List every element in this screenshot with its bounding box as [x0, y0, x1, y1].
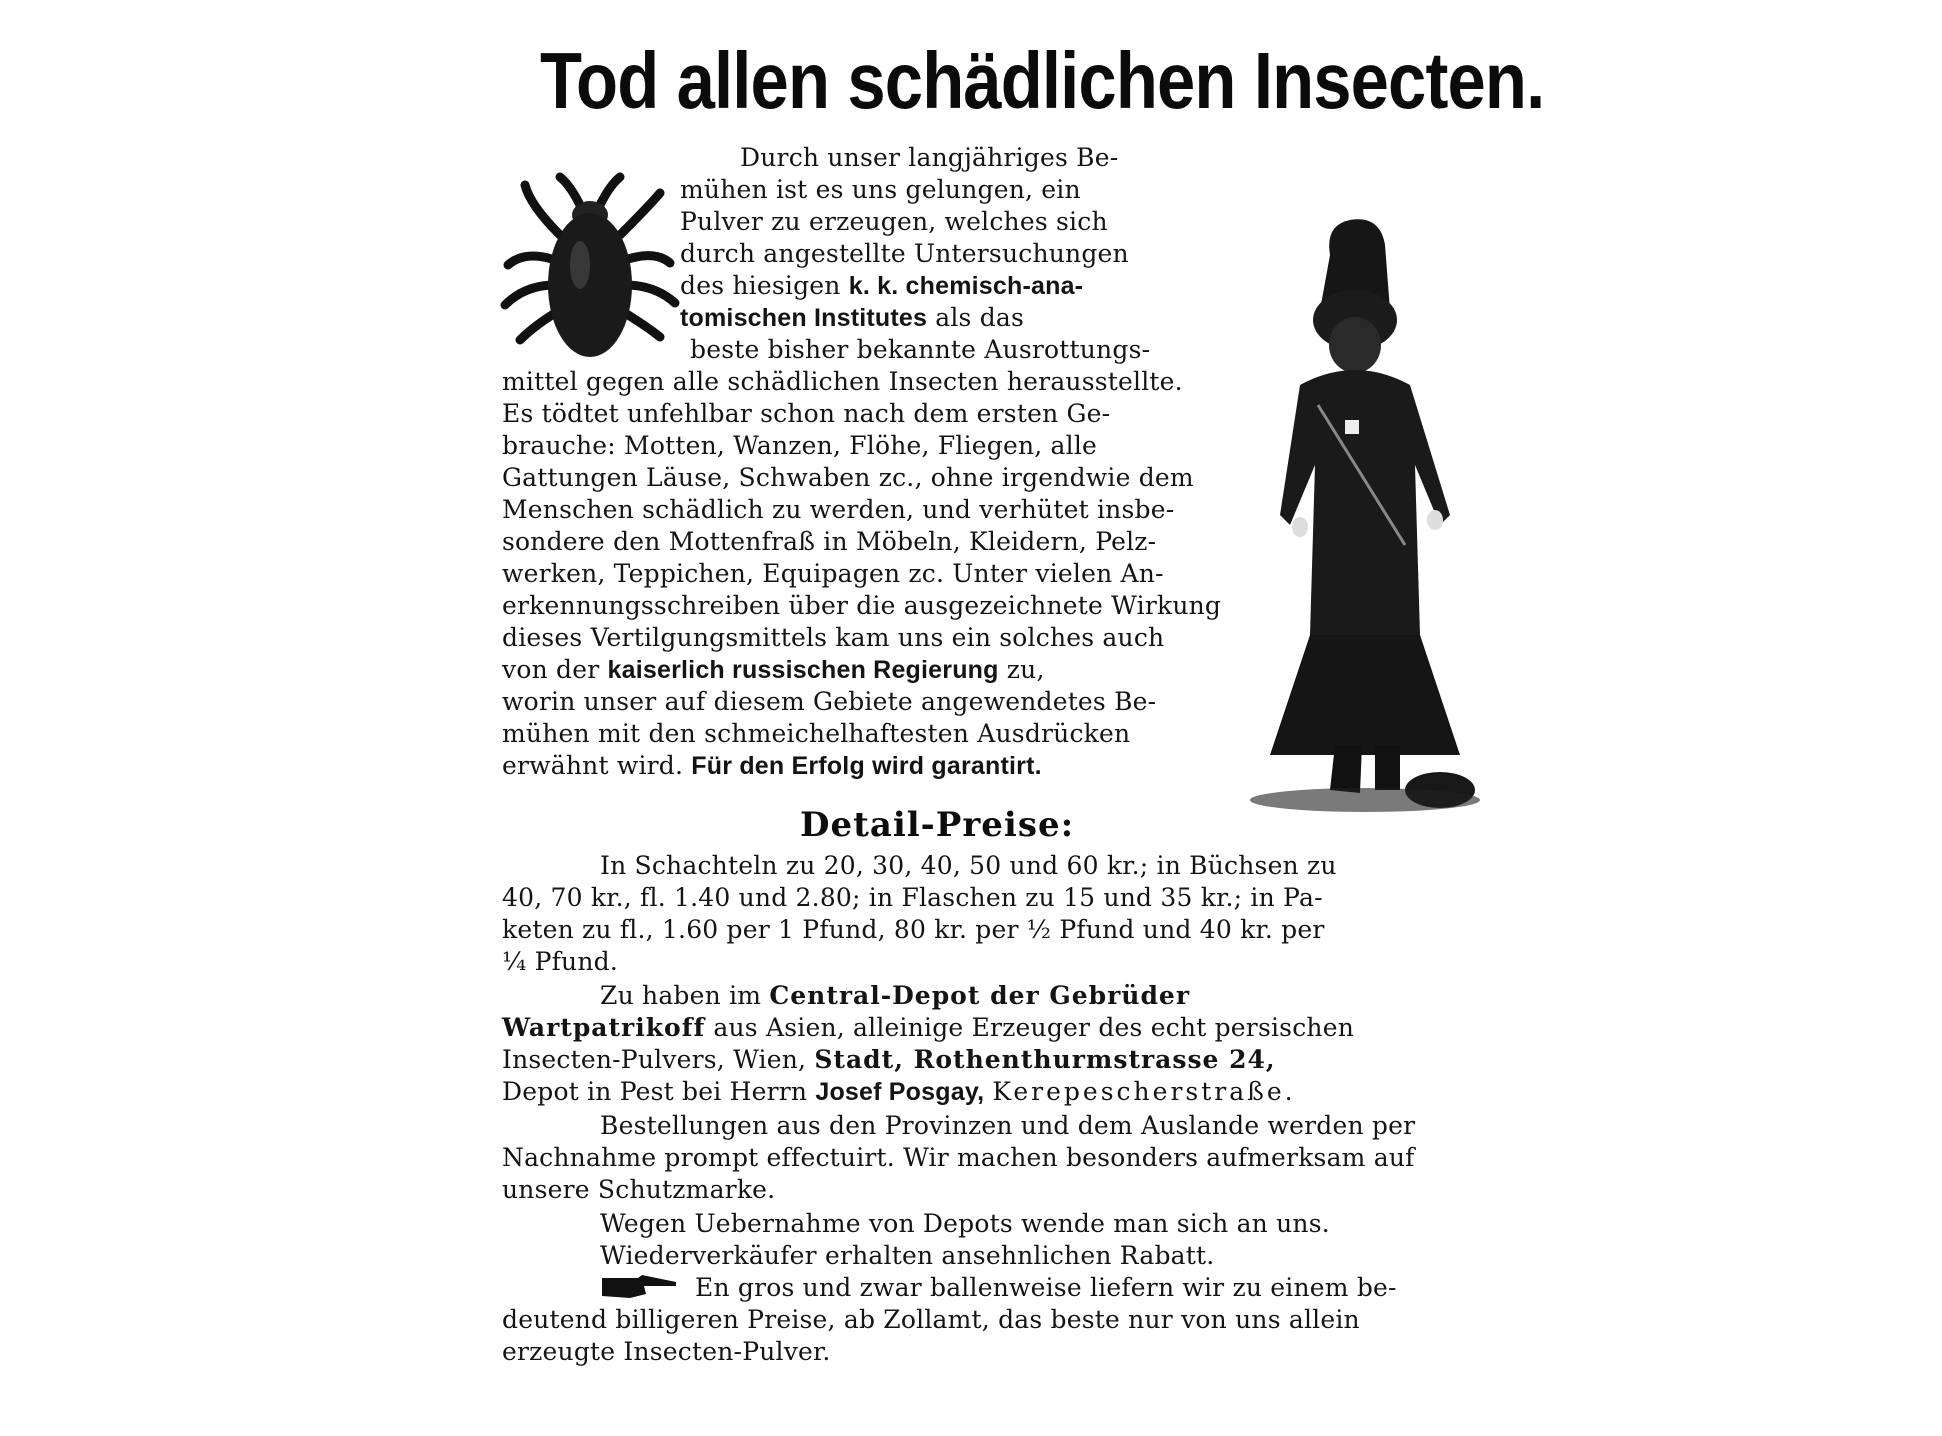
depot-bold: Central-Depot der Gebrüder [769, 981, 1191, 1010]
russia-bold: kaiserlich russischen Regierung [607, 656, 999, 684]
price-line: keten zu fl., 1.60 per 1 Pfund, 80 kr. per ½ Pfund und 40 kr. per [502, 915, 1325, 944]
body-line: sondere den Mottenfraß in Möbeln, Kleidern, Pelz- [502, 527, 1157, 556]
pointing-hand-icon [600, 1272, 680, 1300]
guarantee-pre: erwähnt wird. [502, 751, 684, 780]
russia-post: zu, [1006, 655, 1045, 684]
body-line: beste bisher bekannte Ausrottungs- [690, 335, 1151, 364]
body-line: brauche: Motten, Wanzen, Flöhe, Fliegen, alle [502, 431, 1098, 460]
intro-line: durch angestellte Untersuchungen [680, 239, 1129, 268]
institute-pre: des hiesigen [680, 271, 841, 300]
institute-post: als das [935, 303, 1025, 332]
depot-line-2 [502, 1012, 1354, 1044]
orders-line: Bestellungen aus den Provinzen und dem Auslande werden per [600, 1111, 1416, 1140]
man-in-fur-coat-illustration-icon [1240, 215, 1490, 815]
body-line: dieses Vertilgungsmittels kam uns ein solches auch [502, 623, 1165, 652]
depot-pre: Zu haben im [600, 981, 762, 1010]
intro-line: mühen ist es uns gelungen, ein [680, 175, 1081, 204]
price-line: In Schachteln zu 20, 30, 40, 50 und 60 kr.; in Büchsen zu [600, 851, 1337, 880]
body-line: werken, Teppichen, Equipagen zc. Unter vielen An- [502, 559, 1164, 588]
orders-line: Nachnahme prompt effectuirt. Wir machen besonders aufmerksam auf [502, 1143, 1415, 1172]
prices-heading: Detail-Preise: [800, 805, 1075, 845]
headline: Tod allen schädlichen Insecten. [540, 36, 1545, 125]
orders-line: unsere Schutzmarke. [502, 1175, 776, 1204]
body-line: Gattungen Läuse, Schwaben zc., ohne irgendwie dem [502, 463, 1194, 492]
russia-pre: von der [502, 655, 600, 684]
body-line: mittel gegen alle schädlichen Insecten herausstellte. [502, 367, 1183, 396]
depot-line-3 [502, 1044, 1276, 1076]
body-line: mühen mit den schmeichelhaftesten Ausdrücken [502, 719, 1131, 748]
body-line: Menschen schädlich zu werden, und verhütet insbe- [502, 495, 1175, 524]
price-line: ¼ Pfund. [502, 947, 619, 976]
intro-line: Pulver zu erzeugen, welches sich [680, 207, 1108, 236]
pest-pre: Depot in Pest bei Herrn [502, 1077, 808, 1106]
depot-line-1 [600, 980, 1190, 1012]
depot-line2-post: aus Asien, alleinige Erzeuger des echt persischen [713, 1013, 1355, 1042]
institute-bold-1: k. k. chemisch-ana- [848, 272, 1084, 300]
price-line: 40, 70 kr., fl. 1.40 und 2.80; in Flaschen zu 15 und 35 kr.; in Pa- [502, 883, 1323, 912]
engros-line: deutend billigeren Preise, ab Zollamt, das beste nur von uns allein [502, 1305, 1360, 1334]
pest-post: Kerepescherstraße. [992, 1077, 1296, 1106]
resellers-line: Wiederverkäufer erhalten ansehnlichen Rabatt. [600, 1241, 1215, 1270]
guarantee-bold: Für den Erfolg wird garantirt. [691, 752, 1042, 780]
depot-address: Stadt, Rothenthurmstrasse 24, [814, 1045, 1276, 1074]
pest-name: Josef Posgay, [815, 1078, 985, 1106]
advertisement [500, 25, 1545, 1385]
institute-bold-2: tomischen Institutes [680, 304, 928, 332]
depot-name: Wartpatrikoff [502, 1013, 706, 1042]
pest-line [502, 1076, 1296, 1108]
body-line: worin unser auf diesem Gebiete angewendetes Be- [502, 687, 1157, 716]
depots-line: Wegen Uebernahme von Depots wende man sich an uns. [600, 1209, 1330, 1238]
engros-line: erzeugte Insecten-Pulver. [502, 1337, 831, 1366]
depot-line3-pre: Insecten-Pulvers, Wien, [502, 1045, 807, 1074]
insect-illustration-icon [500, 165, 680, 365]
engros-line: En gros und zwar ballenweise liefern wir zu einem be- [695, 1273, 1397, 1302]
russia-line [502, 654, 1045, 686]
body-line: erkennungsschreiben über die ausgezeichnete Wirkung [502, 591, 1222, 620]
guarantee-line [502, 750, 1042, 782]
institute-line [680, 270, 1083, 302]
body-line: Es tödtet unfehlbar schon nach dem ersten Ge- [502, 399, 1111, 428]
institute-line-2 [680, 302, 1024, 334]
intro-line: Durch unser langjähriges Be- [740, 143, 1119, 172]
